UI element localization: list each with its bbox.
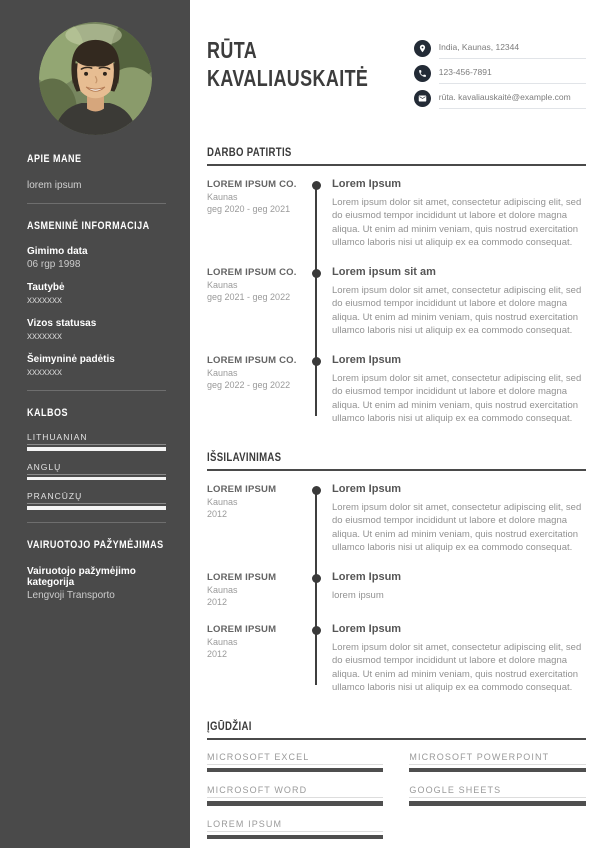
experience-dates: geg 2021 - geg 2022 <box>207 291 291 302</box>
skill-level-bar <box>409 801 585 806</box>
experience-entry <box>207 354 586 426</box>
education-title: Lorem Ipsum <box>332 482 402 495</box>
education-title: Lorem Ipsum <box>332 570 402 583</box>
driving-license-category-value: Lengvoji Transporto <box>27 589 115 601</box>
skill-item <box>207 752 383 773</box>
skills-grid <box>207 752 586 848</box>
phone-icon <box>414 65 431 82</box>
education-entries <box>207 483 586 695</box>
profile-photo <box>39 22 152 135</box>
education-school: LOREM IPSUM <box>207 571 277 583</box>
education-location: Kaunas <box>207 496 238 507</box>
timeline-dot <box>312 181 321 190</box>
language-level-bar <box>27 506 166 510</box>
sidebar <box>0 0 190 848</box>
personal-info-value: xxxxxxx <box>27 367 62 378</box>
experience-dates: geg 2022 - geg 2022 <box>207 379 291 390</box>
personal-info-label: Tautybė <box>27 282 65 293</box>
experience-entry-body <box>330 266 586 338</box>
skills-section <box>207 717 586 848</box>
skill-name: MICROSOFT POWERPOINT <box>409 752 585 765</box>
experience-entry-meta <box>207 178 302 250</box>
experience-entry <box>207 266 586 338</box>
name-block <box>207 36 414 92</box>
education-section <box>207 448 586 695</box>
timeline-column <box>302 354 330 426</box>
education-school: LOREM IPSUM <box>207 623 277 635</box>
sidebar-divider <box>27 203 166 204</box>
location-pin-icon <box>414 40 431 57</box>
education-entry <box>207 483 586 555</box>
experience-description: Lorem ipsum dolor sit amet, consectetur adipiscing elit, sed do eiusmod tempor incididunt ut labore et dolore magna aliqua. Ut enim ad minim veniam, quis nostrud exercitation ullamco laboris nisi ut aliquip ex ea commodo consequat. <box>332 284 582 337</box>
personal-info-label: Vizos statusas <box>27 318 97 329</box>
experience-company: LOREM IPSUM CO. <box>207 354 297 366</box>
driving-license-section <box>27 535 166 601</box>
timeline-column <box>302 178 330 250</box>
language-item <box>27 462 166 481</box>
skill-name: MICROSOFT WORD <box>207 785 383 798</box>
skills-column-left <box>207 752 383 848</box>
skill-level-bar <box>207 768 383 773</box>
language-item <box>27 432 166 451</box>
profile-photo-image <box>39 22 152 135</box>
education-entry <box>207 623 586 695</box>
timeline-column <box>302 266 330 338</box>
email-icon <box>414 90 431 107</box>
education-entry-body <box>330 483 586 555</box>
sidebar-divider <box>27 522 166 523</box>
experience-company: LOREM IPSUM CO. <box>207 266 297 278</box>
education-entry-meta <box>207 571 302 607</box>
personal-info-label: Gimimo data <box>27 246 88 257</box>
about-section <box>27 149 166 191</box>
language-name: PRANCŪZŲ <box>27 491 166 504</box>
education-description: Lorem ipsum dolor sit amet, consectetur adipiscing elit, sed do eiusmod tempor incididunt ut labore et dolore magna aliqua. Ut enim ad minim veniam, quis nostrud exercitation ullamco laboris nisi ut aliquip ex ea commodo consequat. <box>332 641 582 694</box>
timeline-dot <box>312 626 321 635</box>
education-entry-meta <box>207 483 302 555</box>
experience-description: Lorem ipsum dolor sit amet, consectetur adipiscing elit, sed do eiusmod tempor incididunt ut labore et dolore magna aliqua. Ut enim ad minim veniam, quis nostrud exercitation ullamco laboris nisi ut aliquip ex ea commodo consequat. <box>332 197 582 249</box>
contact-location-text: India, Kaunas, 12344 <box>439 38 586 59</box>
personal-info-item <box>27 354 166 378</box>
education-location: Kaunas <box>207 636 238 647</box>
education-section-title: IŠSILAVINIMAS <box>207 449 282 464</box>
education-entry-body <box>330 571 586 607</box>
education-description: lorem ipsum <box>332 589 384 601</box>
language-item <box>27 491 166 510</box>
education-dates: 2012 <box>207 648 228 659</box>
experience-section <box>207 143 586 426</box>
education-section-head <box>207 448 586 471</box>
experience-entry-meta <box>207 354 302 426</box>
contact-email-text: rūta. kavaliauskaitė@example.com <box>439 88 586 109</box>
language-level-bar <box>27 447 166 451</box>
education-entry-meta <box>207 623 302 695</box>
personal-info-heading: ASMENINĖ INFORMACIJA <box>27 220 150 232</box>
skill-level-bar <box>207 801 383 806</box>
first-name: RŪTA <box>207 37 258 63</box>
personal-info-label: Šeimyninė padėtis <box>27 354 115 365</box>
skills-section-title: ĮGŪDŽIAI <box>207 718 252 733</box>
education-dates: 2012 <box>207 596 228 607</box>
experience-entry <box>207 178 586 250</box>
skill-name: MICROSOFT EXCEL <box>207 752 383 765</box>
experience-description: Lorem ipsum dolor sit amet, consectetur adipiscing elit, sed do eiusmod tempor incididunt ut labore et dolore magna aliqua. Ut enim ad minim veniam, quis nostrud exercitation ullamco laboris nisi ut aliquip ex ea commodo consequat. <box>332 372 582 425</box>
last-name: KAVALIAUSKAITĖ <box>207 65 369 91</box>
skills-section-head <box>207 717 586 740</box>
driving-license-category-label: Vairuotojo pažymėjimo kategorija <box>27 565 136 588</box>
skill-name: LOREM IPSUM <box>207 819 383 832</box>
skill-name: GOOGLE SHEETS <box>409 785 585 798</box>
skill-item <box>409 752 585 773</box>
contact-phone-text: 123-456-7891 <box>439 63 586 84</box>
sidebar-divider <box>27 390 166 391</box>
experience-location: Kaunas <box>207 367 238 378</box>
experience-section-head <box>207 143 586 166</box>
timeline-dot <box>312 357 321 366</box>
language-name: ANGLŲ <box>27 462 166 475</box>
experience-title: Lorem ipsum sit am <box>332 265 436 278</box>
skill-level-bar <box>409 768 585 773</box>
education-school: LOREM IPSUM <box>207 483 277 495</box>
timeline-column <box>302 623 330 695</box>
skill-item <box>207 819 383 840</box>
contact-email-row <box>414 88 586 109</box>
languages-heading: KALBOS <box>27 407 69 419</box>
personal-info-item <box>27 318 166 342</box>
experience-location: Kaunas <box>207 192 238 202</box>
education-description: Lorem ipsum dolor sit amet, consectetur adipiscing elit, sed do eiusmod tempor incididunt ut labore et dolore magna aliqua. Ut enim ad minim veniam, quis nostrud exercitation ullamco laboris nisi ut aliquip ex ea commodo consequat. <box>332 501 582 554</box>
resume-header <box>207 36 586 113</box>
contact-phone-row <box>414 63 586 84</box>
about-heading: APIE MANE <box>27 153 82 165</box>
language-name: LITHUANIAN <box>27 432 166 445</box>
experience-entry-body <box>330 178 586 250</box>
education-entry-body <box>330 623 586 695</box>
driving-license-heading: VAIRUOTOJO PAŽYMĖJIMAS <box>27 538 164 551</box>
timeline-dot <box>312 486 321 495</box>
skills-column-right <box>409 752 585 819</box>
timeline-dot <box>312 269 321 278</box>
personal-info-value: xxxxxxx <box>27 331 62 342</box>
experience-section-title: DARBO PATIRTIS <box>207 145 292 159</box>
personal-info-value: xxxxxxx <box>27 295 62 306</box>
education-location: Kaunas <box>207 584 238 595</box>
timeline-dot <box>312 574 321 583</box>
timeline-column <box>302 571 330 607</box>
skill-item <box>409 785 585 806</box>
experience-title: Lorem Ipsum <box>332 353 402 366</box>
experience-entry-meta <box>207 266 302 338</box>
education-title: Lorem Ipsum <box>332 622 402 635</box>
contact-location-row <box>414 38 586 59</box>
experience-company: LOREM IPSUM CO. <box>207 179 297 190</box>
about-text: lorem ipsum <box>27 180 82 191</box>
timeline-column <box>302 483 330 555</box>
skill-level-bar <box>207 835 383 840</box>
education-dates: 2012 <box>207 508 228 519</box>
contact-block <box>414 38 586 113</box>
skill-item <box>207 785 383 806</box>
personal-info-section <box>27 216 166 378</box>
personal-info-value: 06 rgp 1998 <box>27 259 81 270</box>
personal-info-item <box>27 282 166 306</box>
language-level-bar <box>27 477 166 481</box>
languages-section <box>27 403 166 510</box>
main-content <box>190 0 600 848</box>
personal-info-item <box>27 246 166 270</box>
education-entry <box>207 571 586 607</box>
experience-entries <box>207 178 586 426</box>
experience-dates: geg 2020 - geg 2021 <box>207 204 291 214</box>
experience-location: Kaunas <box>207 279 238 290</box>
experience-title: Lorem Ipsum <box>332 178 402 190</box>
experience-entry-body <box>330 354 586 426</box>
